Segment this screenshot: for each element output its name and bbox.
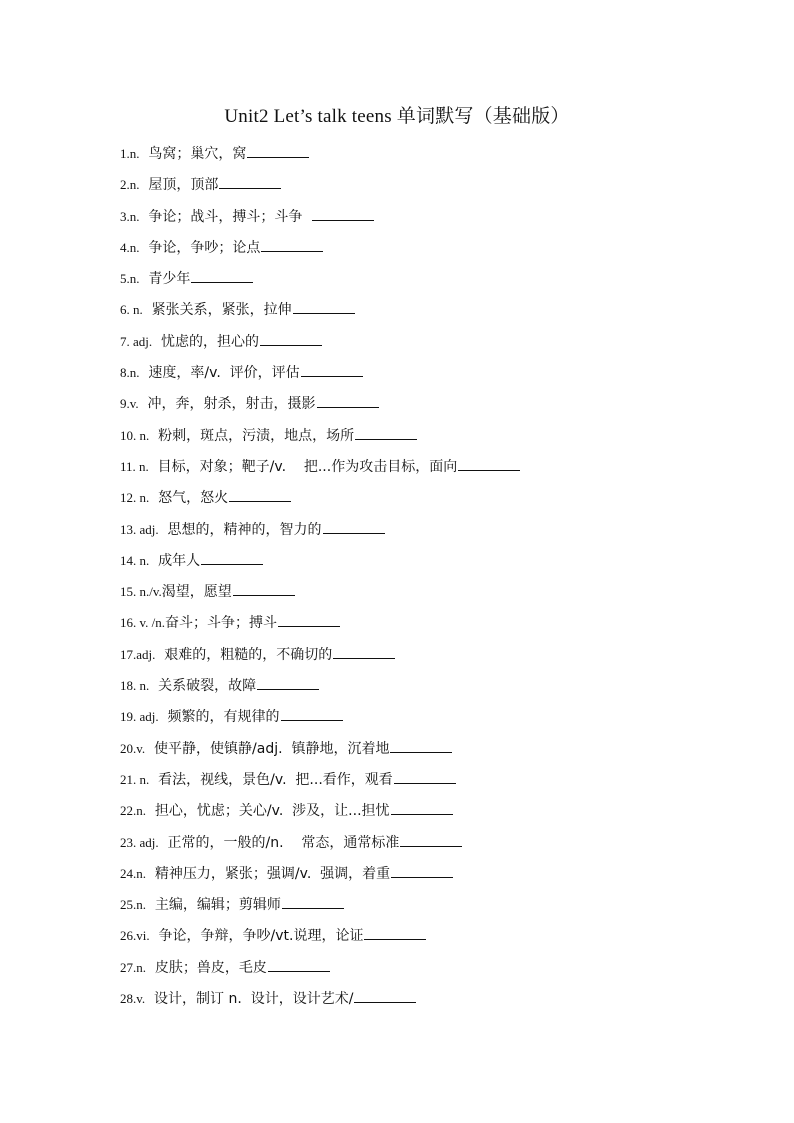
item-number-pos: 9.v.: [120, 396, 139, 412]
item-definition: 关系破裂，故障: [149, 678, 257, 695]
item-number-pos: 7. adj.: [120, 333, 153, 349]
item-definition: 紧张关系，紧张，拉伸: [142, 302, 292, 319]
vocab-item: [120, 675, 760, 706]
item-definition: 怒气，怒火: [149, 490, 229, 507]
vocab-item: [120, 425, 760, 456]
item-definition: 成年人: [149, 552, 201, 569]
vocabulary-list: [120, 143, 760, 1019]
item-number-pos: 6. n.: [120, 302, 143, 318]
answer-blank[interactable]: [312, 206, 374, 221]
item-definition: 青少年: [139, 271, 191, 288]
answer-blank[interactable]: [323, 519, 385, 534]
answer-blank[interactable]: [278, 612, 340, 627]
item-number-pos: 23. adj.: [120, 834, 159, 850]
vocab-item: [120, 206, 760, 237]
vocab-item: [120, 738, 760, 769]
answer-blank[interactable]: [301, 362, 363, 377]
item-number-pos: 28.v.: [120, 991, 146, 1007]
answer-blank[interactable]: [391, 863, 453, 878]
answer-blank[interactable]: [317, 393, 379, 408]
item-definition: 冲，奔，射杀，射击，摄影: [138, 396, 316, 413]
vocab-item: [120, 644, 760, 675]
item-definition: 目标，对象；靶子/v. 把...作为攻击目标，面向: [148, 458, 458, 475]
answer-blank[interactable]: [281, 706, 343, 721]
answer-blank[interactable]: [257, 675, 319, 690]
item-number-pos: 3.n.: [120, 208, 140, 224]
answer-blank[interactable]: [458, 456, 520, 471]
answer-blank[interactable]: [355, 425, 417, 440]
item-number-pos: 4.n.: [120, 239, 140, 255]
item-definition: 粉刺，斑点，污渍，地点，场所: [149, 427, 355, 444]
item-definition: 渴望，愿望: [161, 584, 232, 601]
item-number-pos: 15. n./v.: [120, 584, 162, 600]
answer-blank[interactable]: [233, 581, 295, 596]
vocab-item: [120, 299, 760, 330]
item-number-pos: 21. n.: [120, 771, 150, 787]
item-number-pos: 24.n.: [120, 865, 146, 881]
item-number-pos: 1.n.: [120, 146, 140, 161]
answer-blank[interactable]: [391, 800, 453, 815]
item-number-pos: 8.n.: [120, 365, 140, 381]
answer-blank[interactable]: [394, 769, 456, 784]
answer-blank[interactable]: [191, 268, 253, 283]
vocab-item: [120, 456, 760, 487]
item-definition: 正常的，一般的/n. 常态，通常标准: [158, 834, 400, 851]
item-definition: 思想的，精神的，智力的: [158, 521, 322, 538]
item-definition: 争论，争吵；论点: [139, 239, 261, 256]
answer-blank[interactable]: [364, 925, 426, 940]
vocab-item: [120, 894, 760, 925]
item-definition: 使平静，使镇静/adj. 镇静地，沉着地: [145, 740, 390, 757]
vocab-item: [120, 331, 760, 362]
vocab-item: [120, 612, 760, 643]
item-number-pos: 20.v.: [120, 740, 146, 756]
item-definition: 鸟窝；巢穴，窝: [139, 146, 247, 162]
item-definition: 艰难的，粗糙的，不确切的: [155, 646, 333, 663]
answer-blank[interactable]: [219, 174, 281, 189]
answer-blank[interactable]: [390, 738, 452, 753]
answer-blank[interactable]: [293, 299, 355, 314]
item-definition: 看法，视线，景色/v. 把...看作，观看: [149, 771, 393, 788]
vocab-item: [120, 988, 760, 1019]
item-number-pos: 11. n.: [120, 458, 149, 474]
answer-blank[interactable]: [247, 143, 309, 158]
item-definition: 设计，制订 n. 设计，设计艺术/: [145, 991, 354, 1008]
item-number-pos: 22.n.: [120, 803, 146, 819]
item-definition: 担心，忧虑；关心/v. 涉及，让...担忧: [146, 803, 390, 820]
item-number-pos: 14. n.: [120, 552, 150, 568]
item-definition: 忧虑的，担心的: [152, 333, 260, 350]
vocab-item: [120, 237, 760, 268]
answer-blank[interactable]: [201, 550, 263, 565]
answer-blank[interactable]: [261, 237, 323, 252]
vocab-item: [120, 362, 760, 393]
item-definition: 频繁的，有规律的: [158, 709, 280, 726]
item-definition: 争论；战斗，搏斗；斗争: [139, 208, 312, 225]
item-number-pos: 18. n.: [120, 678, 150, 694]
answer-blank[interactable]: [268, 957, 330, 972]
vocab-item: [120, 706, 760, 737]
item-number-pos: 26.vi.: [120, 928, 150, 944]
item-number-pos: 10. n.: [120, 427, 150, 443]
vocab-item: [120, 550, 760, 581]
item-number-pos: 12. n.: [120, 490, 150, 506]
vocab-item: [120, 957, 760, 988]
item-definition: 皮肤；兽皮，毛皮: [146, 959, 267, 976]
answer-blank[interactable]: [260, 331, 322, 346]
vocab-item: [120, 769, 760, 800]
worksheet-title: Unit2 Let’s talk teens 单词默写（基础版）: [224, 106, 570, 127]
answer-blank[interactable]: [229, 487, 291, 502]
item-definition: 精神压力，紧张；强调/v. 强调，着重: [146, 865, 391, 882]
item-number-pos: 17.adj.: [120, 646, 156, 662]
item-number-pos: 27.n.: [120, 959, 146, 975]
item-definition: 速度，率/v. 评价，评估: [139, 365, 300, 382]
item-number-pos: 16. v. /n.: [120, 615, 166, 631]
item-definition: 屋顶，顶部: [139, 177, 219, 194]
answer-blank[interactable]: [400, 832, 462, 847]
answer-blank[interactable]: [282, 894, 344, 909]
vocab-item: [120, 925, 760, 956]
vocab-item: [120, 393, 760, 424]
answer-blank[interactable]: [354, 988, 416, 1003]
vocab-item: [120, 863, 760, 894]
item-number-pos: 25.n.: [120, 897, 146, 913]
vocab-item: [120, 487, 760, 518]
vocab-item: [120, 143, 760, 174]
item-definition: 奋斗；斗争；搏斗: [165, 615, 278, 632]
item-number-pos: 5.n.: [120, 271, 140, 287]
vocab-item: [120, 581, 760, 612]
item-number-pos: 13. adj.: [120, 521, 159, 537]
vocab-item: [120, 174, 760, 205]
vocab-item: [120, 519, 760, 550]
item-definition: 主编，编辑；剪辑师: [146, 897, 281, 914]
vocab-item: [120, 832, 760, 863]
answer-blank[interactable]: [333, 644, 395, 659]
item-number-pos: 2.n.: [120, 177, 140, 193]
item-number-pos: 19. adj.: [120, 709, 159, 725]
item-definition: 争论，争辩，争吵/vt.说理，论证: [149, 928, 364, 945]
vocab-item: [120, 800, 760, 831]
vocab-item: [120, 268, 760, 299]
